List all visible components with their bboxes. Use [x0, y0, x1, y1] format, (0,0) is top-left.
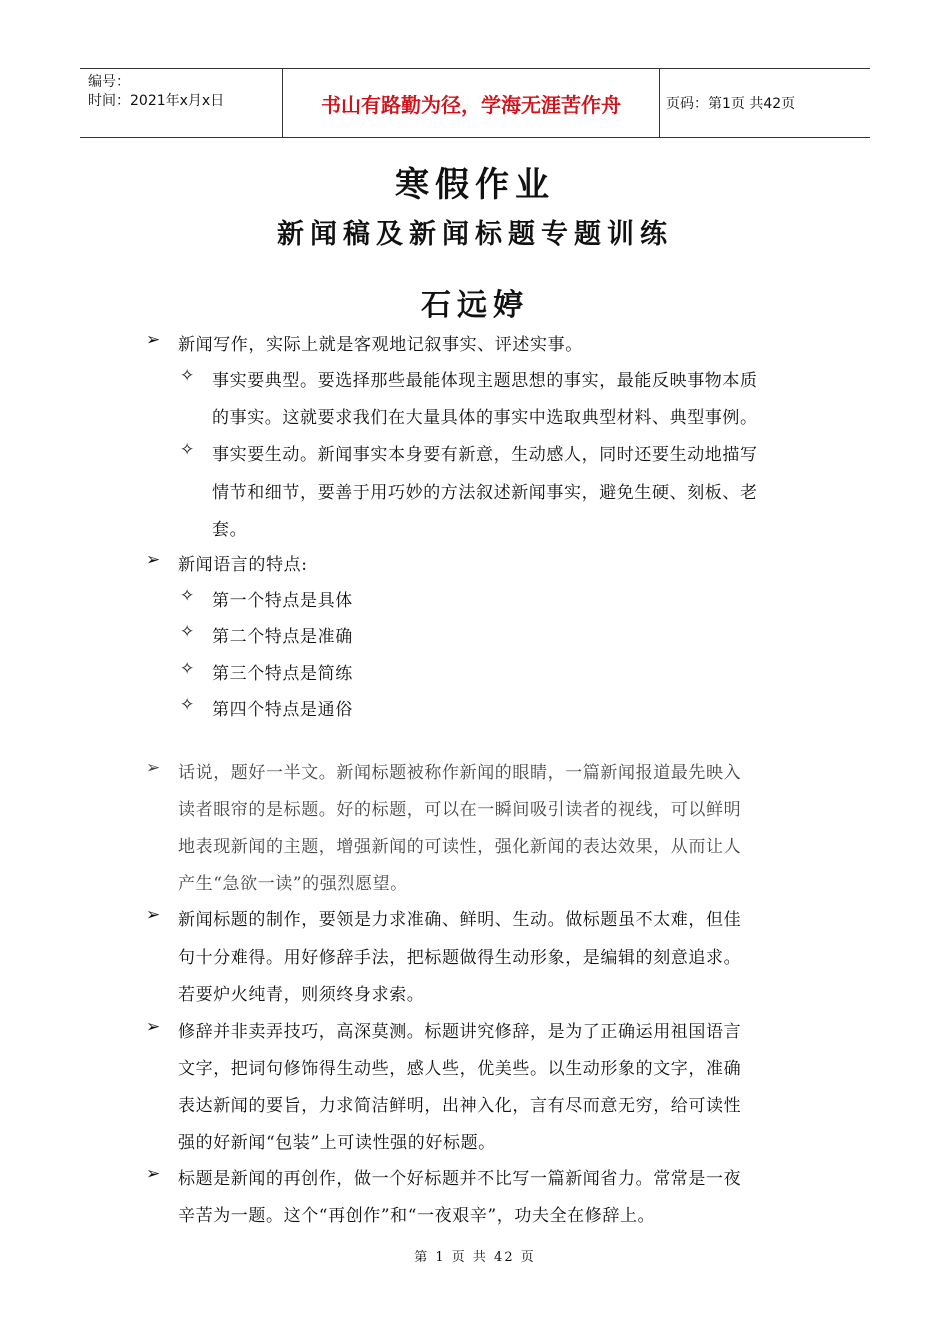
document-header [80, 68, 870, 138]
paragraph-line: 第二个特点是准确 [212, 627, 353, 647]
arrow-bullet-icon: ➢ [146, 330, 161, 350]
paragraph-line: 表达新闻的要旨，力求简洁鲜明，出神入化，言有尽而意无穷，给可读性 [178, 1096, 742, 1116]
paragraph-line: 辛苦为一题。这个“再创作”和“一夜艰辛”，功夫全在修辞上。 [178, 1206, 656, 1226]
paragraph-line: 若要炉火纯青，则须终身求索。 [178, 985, 425, 1005]
paragraph-line: 产生“急欲一读”的强烈愿望。 [178, 874, 408, 894]
arrow-bullet-icon: ➢ [146, 550, 161, 570]
paragraph-line: 的事实。这就要求我们在大量具体的事实中选取典型材料、典型事例。 [212, 408, 758, 428]
diamond-bullet-icon: ✧ [180, 695, 195, 715]
paragraph-line: 地表现新闻的主题，增强新闻的可读性，强化新闻的表达效果，从而让人 [178, 837, 742, 857]
paragraph-line: 修辞并非卖弄技巧，高深莫测。标题讲究修辞，是为了正确运用祖国语言 [178, 1022, 742, 1042]
page-footer: 第 1 页 共 42 页 [414, 1250, 536, 1265]
arrow-bullet-icon: ➢ [146, 1164, 161, 1184]
number-label: 编号： [88, 74, 130, 90]
header-page-info: 页码：第1页 共42页 [666, 96, 796, 112]
paragraph-line: 读者眼帘的是标题。好的标题，可以在一瞬间吸引读者的视线，可以鲜明 [178, 800, 742, 820]
time-label: 时间：2021年x月x日 [88, 93, 225, 109]
page-subtitle: 新闻稿及新闻标题专题训练 [277, 219, 673, 250]
diamond-bullet-icon: ✧ [180, 622, 195, 642]
diamond-bullet-icon: ✧ [180, 659, 195, 679]
arrow-bullet-icon: ➢ [146, 1017, 161, 1037]
paragraph-line: 事实要典型。要选择那些最能体现主题思想的事实，最能反映事物本质 [212, 371, 758, 391]
paragraph-line: 文字，把词句修饰得生动些，感人些，优美些。以生动形象的文字，准确 [178, 1059, 742, 1079]
paragraph-line: 情节和细节，要善于用巧妙的方法叙述新闻事实，避免生硬、刻板、老 [212, 483, 758, 503]
author-name: 石远婷 [421, 288, 529, 323]
diamond-bullet-icon: ✧ [180, 586, 195, 606]
diamond-bullet-icon: ✧ [180, 366, 195, 386]
paragraph-line: 第三个特点是简练 [212, 664, 353, 684]
paragraph-line: 第一个特点是具体 [212, 591, 353, 611]
paragraph-line: 句十分难得。用好修辞手法，把标题做得生动形象，是编辑的刻意追求。 [178, 948, 742, 968]
arrow-bullet-icon: ➢ [146, 758, 161, 778]
paragraph-line: 第四个特点是通俗 [212, 700, 353, 720]
paragraph-line: 新闻语言的特点: [178, 555, 308, 575]
paragraph-line: 套。 [212, 520, 248, 540]
paragraph-line: 标题是新闻的再创作，做一个好标题并不比写一篇新闻省力。常常是一夜 [178, 1169, 742, 1189]
diamond-bullet-icon: ✧ [180, 440, 195, 460]
arrow-bullet-icon: ➢ [146, 905, 161, 925]
header-meta [80, 69, 282, 137]
paragraph-line: 强的好新闻“包装”上可读性强的好标题。 [178, 1133, 496, 1153]
paragraph-line: 事实要生动。新闻事实本身要有新意，生动感人，同时还要生动地描写 [212, 445, 758, 465]
header-motto: 书山有路勤为径，学海无涯苦作舟 [282, 69, 660, 137]
paragraph-line: 话说，题好一半文。新闻标题被称作新闻的眼睛，一篇新闻报道最先映入 [178, 763, 742, 783]
paragraph-line: 新闻标题的制作，要领是力求准确、鲜明、生动。做标题虽不太难，但佳 [178, 910, 742, 930]
paragraph-line: 新闻写作，实际上就是客观地记叙事实、评述实事。 [178, 335, 583, 355]
page-title: 寒假作业 [395, 165, 555, 205]
